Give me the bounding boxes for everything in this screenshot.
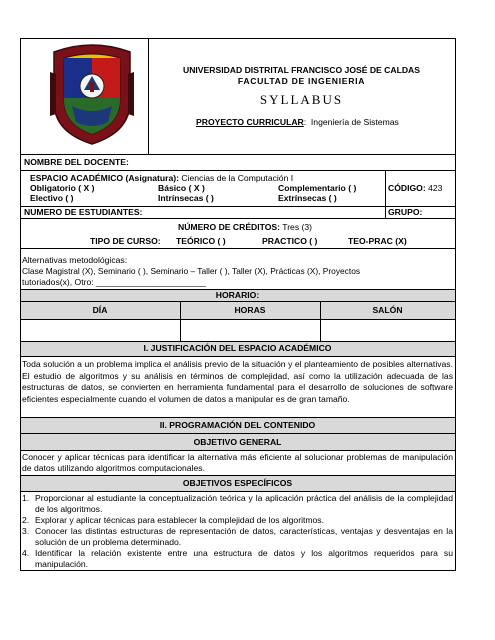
docente-label: NOMBRE DEL DOCENTE: (24, 157, 129, 167)
proyecto-curricular: PROYECTO CURRICULAR: Ingeniería de Sistemas (196, 117, 399, 127)
metodologia-line-2: tutoriados(x), Otro: _______________________ (22, 277, 206, 287)
objetivo-especifico-4-number: 4. (22, 548, 30, 558)
objetivo-especifico-2-number: 2. (22, 515, 30, 525)
espacio-academico-label: ESPACIO ACADÉMICO (Asignatura): (30, 173, 179, 183)
objetivo-especifico-3: Conocer las distintas estructuras de representación de datos, características, ventajas y desventajas en la solución de un problema determinado. (35, 526, 453, 547)
espacio-academico-value: Ciencias de la Computación I (181, 173, 294, 183)
basico-option: Básico ( X ) (158, 183, 205, 193)
codigo-label: CÓDIGO: (388, 183, 426, 193)
metodologia-line-1: Clase Magistral (X), Seminario ( ), Seminario – Taller ( ), Taller (X), Prácticas (X), Proyectos (22, 266, 361, 276)
justificacion-text: Toda solución a un problema implica el análisis previo de la situación y el planteamiento de posibles alternativas. El estudio de algoritmos y su análisis en términos de complejidad, así como la utilización adecuada de las estructuras de datos, se convierten en herramienta fundamental para el desarrollo de soluciones de software eficientes especialmente cuando el volumen de datos a manipular es de gran tamaño. (22, 359, 453, 404)
programacion-title: II. PROGRAMACIÓN DEL CONTENIDO (159, 420, 316, 430)
numero-creditos-label: NÚMERO DE CRÉDITOS: (178, 222, 281, 232)
justificacion-title: I. JUSTIFICACIÓN DEL ESPACIO ACADÉMICO (143, 343, 332, 353)
extrinsecas-option: Extrínsecas ( ) (278, 193, 337, 203)
objetivo-especifico-1-number: 1. (22, 493, 30, 503)
objetivo-general-title: OBJETIVO GENERAL (193, 437, 282, 447)
objetivo-especifico-2: Explorar y aplicar técnicas para establecer la complejidad de los algoritmos. (35, 515, 324, 525)
metodologia-label: Alternativas metodológicas: (22, 255, 128, 265)
teo-prac-option: TEO-PRAC (X) (348, 236, 407, 246)
grupo-label: GRUPO: (388, 207, 423, 217)
objetivo-especifico-1: Proporcionar al estudiante la conceptualización teórica y la aplicación práctica del análisis de la complejidad de los algoritmos. (35, 493, 453, 514)
horario-title: HORARIO: (215, 290, 260, 300)
practico-option: PRACTICO ( ) (262, 236, 318, 246)
tipo-curso-label: TIPO DE CURSO: (90, 236, 161, 246)
codigo (388, 183, 442, 194)
horario-col-horas: HORAS (234, 305, 266, 315)
horario-col-dia: DÍA (92, 305, 108, 315)
intrinsecas-option: Intrínsecas ( ) (158, 193, 214, 203)
objetivo-especifico-4: Identificar la relación existente entre una estructura de datos y los algoritmos requeridos para su manipulación. (35, 548, 453, 569)
university-name: UNIVERSIDAD DISTRITAL FRANCISCO JOSÉ DE CALDAS (183, 65, 420, 75)
syllabus-title: SYLLABUS (259, 92, 344, 107)
numero-creditos (178, 222, 312, 233)
faculty-name: FACULTAD DE INGENIERIA (237, 76, 366, 86)
proyecto-curricular-value: Ingeniería de Sistemas (310, 117, 399, 127)
university-coat-of-arms-logo (46, 44, 138, 148)
objetivo-general-text: Conocer y aplicar técnicas para identificar la alternativa más eficiente al solucionar problemas de manipulación de datos utilizando algoritmos computacionales. (22, 452, 453, 473)
horario-col-salon: SALÓN (372, 305, 403, 315)
objetivos-especificos-title: OBJETIVOS ESPECÍFICOS (182, 478, 293, 488)
numero-estudiantes-label: NUMERO DE ESTUDIANTES: (24, 207, 143, 217)
complementario-option: Complementario ( ) (278, 183, 357, 193)
proyecto-curricular-label: PROYECTO CURRICULAR (196, 117, 304, 127)
numero-creditos-value: Tres (3) (282, 222, 313, 232)
obligatorio-option: Obligatorio ( X ) (30, 183, 95, 193)
teorico-option: TEÓRICO ( ) (176, 236, 226, 246)
objetivo-especifico-3-number: 3. (22, 526, 30, 536)
electivo-option: Electivo ( ) (30, 193, 74, 203)
codigo-value: 423 (428, 183, 443, 193)
